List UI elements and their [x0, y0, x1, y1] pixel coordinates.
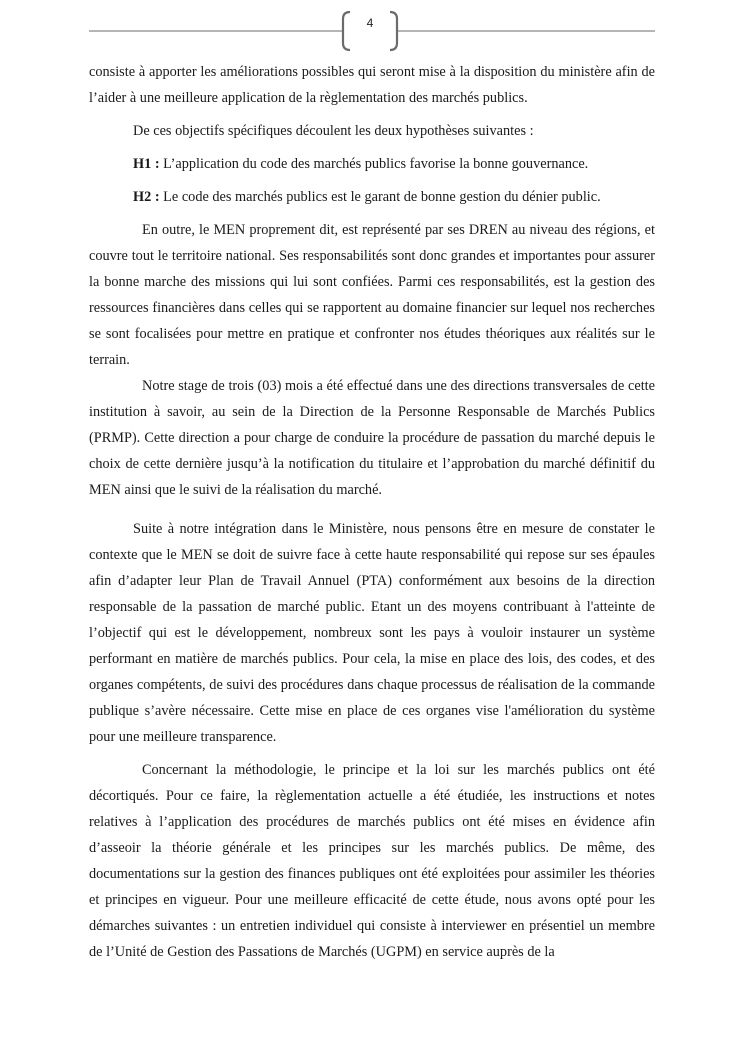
hypothesis-2-text: Le code des marchés publics est le garant de bonne gestion du dénier public. [159, 189, 601, 205]
hypothesis-1 [89, 151, 655, 177]
paragraph-objectives: De ces objectifs spécifiques découlent les deux hypothèses suivantes : [133, 123, 534, 139]
hypothesis-1-text: L’application du code des marchés publics favorise la bonne gouvernance. [159, 156, 589, 172]
paragraph-integration: Suite à notre intégration dans le Ministère, nous pensons être en mesure de constater le contexte que le MEN se doit de suivre face à cette haute responsabilité qui repose sur ses épaules afin d’adapter leur Plan de Travail Annuel (PTA) conformément aux besoins de la direction responsable de la passation de marché public. Etant un des moyens contribuant à l'atteinte de l’objectif qui est le développement, nombreux sont les pays à vouloir instaurer un système performant en matière de marchés publics. Pour cela, la mise en place des lois, des codes, et des organes compétents, de suivi des procédures dans chaque processus de réalisation de la commande publique s’avère nécessaire. Cette mise en place de ces organes vise l'amélioration du système pour une meilleure transparence. [89, 521, 655, 745]
page-number: 4 [366, 16, 374, 30]
bracket-right [390, 12, 397, 50]
bracket-left [343, 12, 350, 50]
paragraph-men-responsibilities: En outre, le MEN proprement dit, est représenté par ses DREN au niveau des régions, et couvre tout le territoire national. Ses responsabilités sont donc grandes et importantes pour assurer la bonne marche des missions qui lui sont confiées. Parmi ces responsabilités, est la gestion des ressources financières dans celles qui se rapportent au domaine financier sur lequel nos recherches se sont focalisées pour mettre en pratique et confronter nos études théoriques aux réalités sur le terrain. [89, 222, 655, 368]
paragraph-methodology: Concernant la méthodologie, le principe et la loi sur les marchés publics ont été décortiqués. Pour ce faire, la règlementation actuelle a été étudiée, les instructions et notes relatives à l’application des procédures de marchés publics ont été mises en évidence afin d’asseoir la théorie générale et les principes sur les marchés publics. De même, des documentations sur la gestion des finances publiques ont été exploitées pour assimiler les théories et principes en vigueur. Pour une meilleure efficacité de cette étude, nous avons opté pour les démarches suivantes : un entretien individuel qui consiste à interviewer en présentiel un membre de l’Unité de Gestion des Passations de Marchés (UGPM) en service auprès de la [89, 762, 655, 960]
hypothesis-1-label: H1 : [133, 156, 160, 172]
hypothesis-2-label: H2 : [133, 189, 160, 205]
page-header [0, 0, 745, 55]
paragraph-internship: Notre stage de trois (03) mois a été effectué dans une des directions transversales de cette institution à savoir, au sein de la Direction de la Personne Responsable de Marchés Publics (PRMP). Cette direction a pour charge de conduire la procédure de passation du marché depuis le choix de cette dernière jusqu’à la notification du titulaire et l’approbation du marché définitif du MEN ainsi que le suivi de la réalisation du marché. [89, 378, 655, 498]
page-body [89, 59, 655, 965]
hypothesis-2 [89, 184, 655, 210]
paragraph-continuation: consiste à apporter les améliorations possibles qui seront mise à la disposition du ministère afin de l’aider à une meilleure application de la règlementation des marchés publics. [89, 64, 655, 106]
